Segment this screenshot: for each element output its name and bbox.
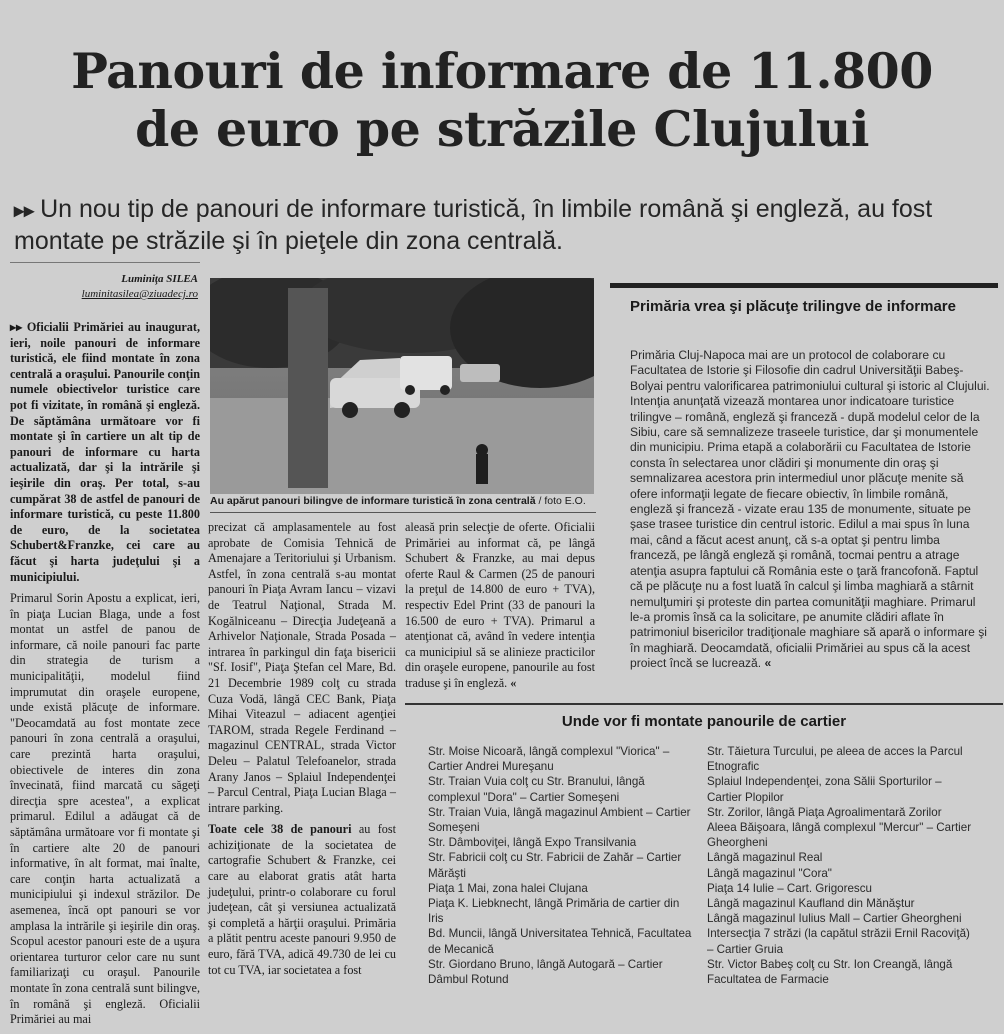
byline-divider — [10, 262, 200, 263]
location-item: Str. Fabricii colţ cu Str. Fabricii de Zahăr – Cartier Mărăşti — [428, 851, 682, 880]
location-item: Str. Traian Vuia colţ cu Str. Branului, lângă complexul "Dora" – Cartier Someşeni — [428, 775, 645, 804]
location-item: Bd. Muncii, lângă Universitatea Tehnică, Facultatea de Mecanică — [428, 927, 692, 956]
headline — [0, 42, 1004, 158]
subheadline-text: Un nou tip de panouri de informare turistică, în limbile română şi engleză, au fost montate pe străzile şi în pieţele din zona centrală. — [14, 195, 933, 255]
locations-title: Unde vor fi montate panourile de cartier — [561, 713, 847, 730]
article-body-1: Primarul Sorin Apostu a explicat, ieri, în piaţa Lucian Blaga, unde a fost montat un astfel de panou de informare, că noile panouri fac parte din strategia de turism a municipalităţii, modelul fiind imprumutat din oraşele europene, unde există plăcuţe de informare. "Deocamdată au fost montate zece panouri în zona centrală a oraşului, care prezintă harta oraşului, obiectivele de interes din zona învecinată, fiind marcată cu săgeţi direcţia spre acestea", a explicat primarul. Edilul a adăugat că de săptămâna următoare vor fi montate şi în cartiere alte 20 de panouri informative, în alt format, mai înalte, care conţin harta actualizată a municipiului şi indexul străzilor. De asemenea, încă opt panouri se vor amplasa la intrările şi ieşirile din oraş. Scopul acestor panouri este de a uşura orientarea turturor celor care nu sunt familiarizaţi cu oraşul. Panourile montate în zona centrală sunt bilingve, în română şi engleză. Oficialii Primăriei au mai — [10, 591, 200, 1027]
end-mark: « — [510, 675, 517, 690]
location-item: Lângă magazinul "Cora" — [707, 866, 832, 880]
article-column-3 — [405, 520, 595, 698]
locations-divider — [405, 703, 1003, 705]
location-item: Lângă magazinul Real — [707, 851, 823, 865]
byline — [10, 272, 198, 302]
sidebar-title: Primăria vrea şi plăcuţe trilingve de informare — [630, 298, 956, 315]
location-item: Aleea Băişoara, lângă complexul "Mercur" – Cartier Gheorgheni — [707, 821, 972, 850]
caption-credit: / foto E.O. — [538, 495, 586, 507]
location-item: Str. Traian Vuia, lângă magazinul Ambient – Cartier Someşeni — [428, 805, 691, 835]
location-item: Lângă magazinul Kaufland din Mănăştur — [707, 897, 915, 911]
double-arrow-icon: ▸▸ — [14, 200, 35, 222]
article-column-1 — [10, 320, 200, 1034]
sidebar-text: Primăria Cluj-Napoca mai are un protocol de colaborare cu Facultatea de Istorie şi Filosofie din cadrul Universităţii Babeş-Bolyai pentru valorificarea patrimoniului cultural şi istoric al Clujului. Intenţia anunţată vizează montarea unor indicatoare turistice trilingve – română, engleză şi franceză - după modelul celor de la Sibiu, care să semnalizeze traseele turistice, dar şi monumentele din municipiu. Prima etapă a colaborării cu Facultatea de Istorie consta în selectarea unor clădiri şi monumente din oraş şi semnalizarea acestora prin intermediul unor plăcuţe menite să ofere informaţii legate de fiecare obiectiv, în limbile română, engleză şi franceză - vizate erau 135 de monumente, situate pe şase trasee turistice din centrul istoric. Edilul a mai spus în luna mai, când a făcut acest anunţ, că s-a optat şi pentru limba franceză, pe lângă engleză şi română, tocmai pentru a atrage atenţia asupra faptului că România este o ţară francofonă. Faptul că pe plăcuţe nu a fost luată în calcul şi limba maghiară a stârnit nemulţumiri şi proteste din partea comunităţii maghiare. Primarul le-a promis însă ca la solicitare, pe anumite clădiri aflate în patrimoniul bisericilor tradiţionale maghiare să apară o informare şi în maghiară. Deocamdată, oficialii Primăriei au spus că la acest proiect încă se lucrează. « — [630, 348, 990, 671]
photo-caption — [210, 495, 596, 513]
locations-list-left — [428, 744, 696, 987]
location-item: Str. Zorilor, lângă Piaţa Agroalimentară Zorilor — [707, 805, 942, 819]
location-item: Lângă magazinul Iulius Mall – Cartier Gheorgheni — [707, 912, 962, 926]
location-item: Piaţa K. Liebknecht, lângă Primăria de cartier din Iris — [428, 897, 680, 926]
location-item: Intersecţia 7 străzi (la capătul străzii Ernil Racoviţă) – Cartier Gruia — [707, 927, 970, 956]
headline-line-2: de euro pe străzile Clujului — [135, 100, 869, 158]
article-body-2: precizat că amplasamentele au fost aprobate de Comisia Tehnică de Amenajare a Teritoriului şi Urbanism. Astfel, în zona centrală s-au montat panouri în Piaţa Avram Iancu – vizavi de Teatrul Naţional, Strada M. Kogălniceanu – Direcţia Judeţeană a Arhivelor Naţionale, Strada Posada – intrarea în parkingul din faţa bisericii "Sf. Iosif", Piaţa Ştefan cel Mare, Bd. 21 Decembrie 1989 colţ cu strada Cuza Vodă, lângă CEC Bank, Piaţa Mihai Viteazul – adiacent agenţiei TAROM, strada Regele Ferdinand – magazinul CENTRAL, strada Victor Deleu – Palatul Telefoanelor, strada Arany Janos – Splaiul Independenţei – Parcul Central, Piaţa Lucian Blaga – intrare parking. — [208, 520, 396, 815]
street-photo-illustration — [210, 278, 594, 494]
article-body-4: aleasă prin selecţie de oferte. Oficialii Primăriei au informat că, pe lângă Schubert & Franzke, au mai depus oferte Raul & Carmen (25 de panouri la preţul de 14.800 de euro + TVA), respectiv Edel Print (33 de panouri la 16.500 de euro + TVA). Primarul a atenţionat că, având în vedere intenţia ca municipiul să se alinieze practicilor din oraşele europene, panourile au fost traduse şi în engleză. « — [405, 520, 595, 690]
headline-line-1: Panouri de informare de 11.800 — [71, 42, 933, 100]
location-item: Str. Moise Nicoară, lângă complexul "Viorica" – Cartier Andrei Mureşanu — [428, 745, 670, 774]
location-item: Splaiul Independenţei, zona Sălii Sporturilor – Cartier Plopilor — [707, 775, 942, 804]
subheadline — [14, 194, 999, 256]
author-name: Luminiţa SILEA — [121, 273, 198, 285]
location-item: Str. Victor Babeş colţ cu Str. Ion Creangă, lângă Facultatea de Farmacie — [707, 957, 953, 987]
locations-list-right — [707, 744, 975, 987]
article-column-2 — [208, 520, 396, 984]
location-item: Str. Giordano Bruno, lângă Autogară – Cartier Dâmbul Rotund — [428, 957, 663, 987]
article-lead: ▸▸ Oficialii Primăriei au inaugurat, ieri, noile panouri de informare turistică, ele fiind montate în zona centrală a oraşului. Panourile conţin numele obiectivelor turistice care pot fi vizitate, în română şi engleză. De săptămâna următoare vor fi montate şi în cartiere un alt tip de panouri de informare cu harta actualizată, dar şi la intrările şi ieşirile din oraş. Per total, s-au cumpărat 38 de astfel de panouri de informare turistică, cu peste 11.800 de euro, de la societatea Schubert&Franzke, cei care au făcut şi harta judeţului şi a municipiului. — [10, 320, 200, 584]
location-item: Str. Dâmboviţei, lângă Expo Transilvania — [428, 836, 637, 850]
sidebar-divider — [610, 283, 998, 288]
location-item: Piaţa 14 Iulie – Cart. Grigorescu — [707, 881, 872, 895]
lead-arrow-icon: ▸▸ — [10, 320, 27, 334]
article-photo — [210, 278, 594, 494]
location-item: Piaţa 1 Mai, zona halei Clujana — [428, 881, 588, 895]
caption-text: Au apărut panouri bilingve de informare turistică în zona centrală — [210, 495, 536, 507]
article-body-3: Toate cele 38 de panouri au fost achiziţionate de la societatea de cartografie Schubert & Franzke, cei care au elaborat gratis atât harta judeţului, printr-o colaborare cu forul judeţean, cât şi versiunea actualizată şi completă a hărţii oraşului. Primăria a plătit pentru aceste panouri 9.950 de euro, fără TVA, adică 49.730 de lei cu tot cu TVA, iar societatea a fost — [208, 822, 396, 977]
location-item: Str. Tăietura Turcului, pe aleea de acces la Parcul Etnografic — [707, 745, 963, 774]
author-email[interactable]: luminitasilea@ziuadecj.ro — [81, 288, 198, 300]
